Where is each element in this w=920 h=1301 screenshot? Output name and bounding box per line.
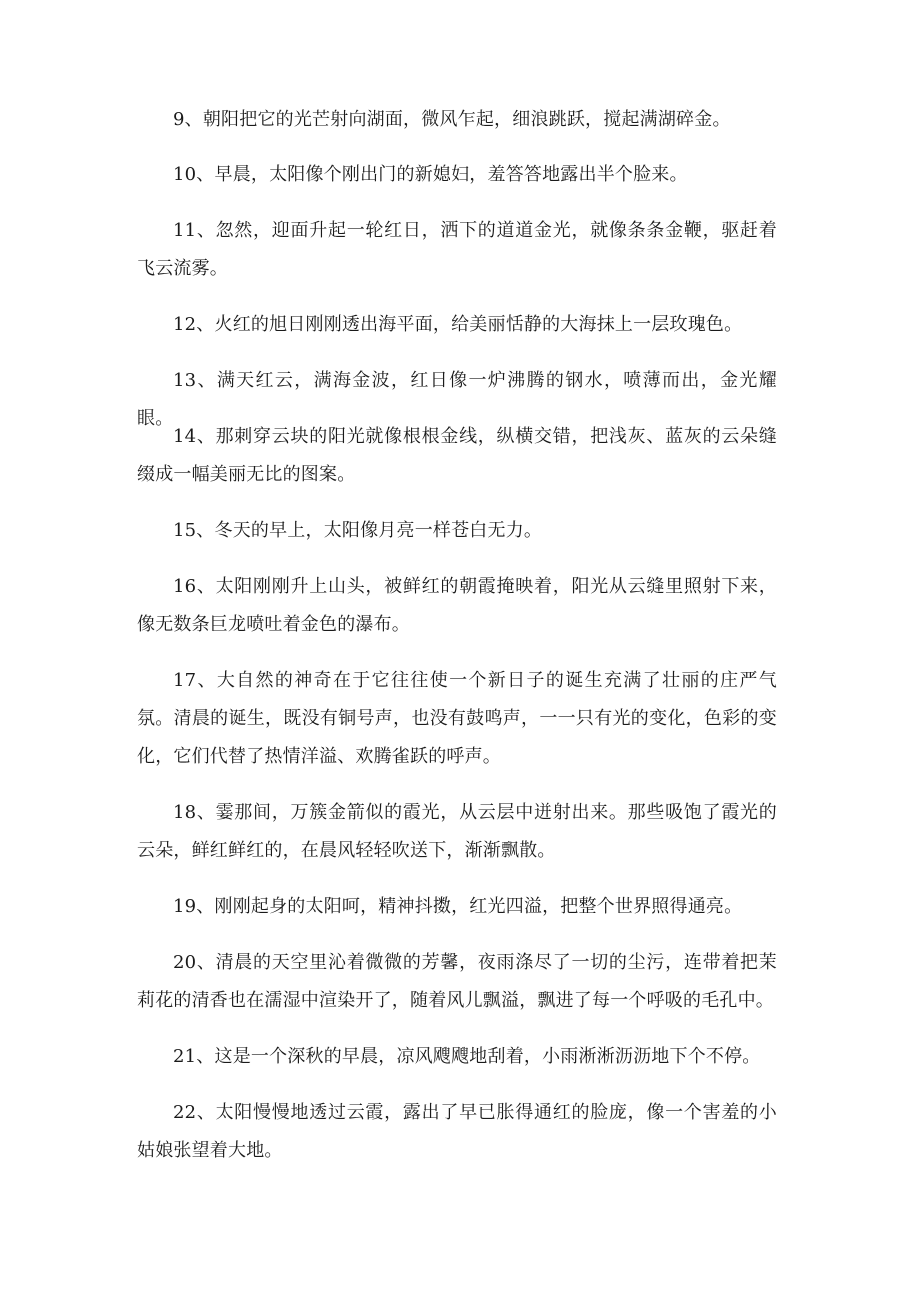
paragraph-14: 14、那刺穿云块的阳光就像根根金线，纵横交错，把浅灰、蓝灰的云朵缝缀成一幅美丽无比的图案。 [137,426,777,485]
paragraph-15: 15、冬天的早上，太阳像月亮一样苍白无力。 [173,520,543,541]
paragraph-11: 11、忽然，迎面升起一轮红日，洒下的道道金光，就像条条金鞭，驱赶着飞云流雾。 [137,220,777,279]
paragraph-22: 22、太阳慢慢地透过云霞，露出了早已胀得通红的脸庞，像一个害羞的小姑娘张望着大地。 [137,1102,777,1161]
paragraph-10: 10、早晨，太阳像个刚出门的新媳妇，羞答答地露出半个脸来。 [173,164,688,185]
paragraph-17: 17、大自然的神奇在于它往往使一个新日子的诞生充满了壮丽的庄严气氛。清晨的诞生，既没有铜号声，也没有鼓鸣声，一一只有光的变化，色彩的变化，它们代替了热情洋溢、欢腾雀跃的呼声。 [137,670,777,767]
paragraph-13: 13、满天红云，满海金波，红日像一炉沸腾的钢水，喷薄而出，金光耀眼。 [137,370,777,429]
paragraph-21: 21、这是一个深秋的早晨，凉风飕飕地刮着，小雨淅淅沥沥地下个不停。 [173,1046,761,1067]
paragraph-16: 16、太阳刚刚升上山头，被鲜红的朝霞掩映着，阳光从云缝里照射下来，像无数条巨龙喷吐着金色的瀑布。 [137,576,777,635]
paragraph-20: 20、清晨的天空里沁着微微的芳馨，夜雨涤尽了一切的尘污，连带着把茉莉花的清香也在濡湿中渲染开了，随着风儿飘溢，飘进了每一个呼吸的毛孔中。 [137,952,777,1011]
paragraph-9: 9、朝阳把它的光芒射向湖面，微风乍起，细浪跳跃，搅起满湖碎金。 [173,109,731,130]
paragraph-19: 19、刚刚起身的太阳呵，精神抖擞，红光四溢，把整个世界照得通亮。 [173,896,743,917]
paragraph-18: 18、霎那间，万簇金箭似的霞光，从云层中迸射出来。那些吸饱了霞光的云朵，鲜红鲜红的，在晨风轻轻吹送下，渐渐飘散。 [137,802,777,861]
paragraph-12: 12、火红的旭日刚刚透出海平面，给美丽恬静的大海抹上一层玫瑰色。 [173,314,743,335]
